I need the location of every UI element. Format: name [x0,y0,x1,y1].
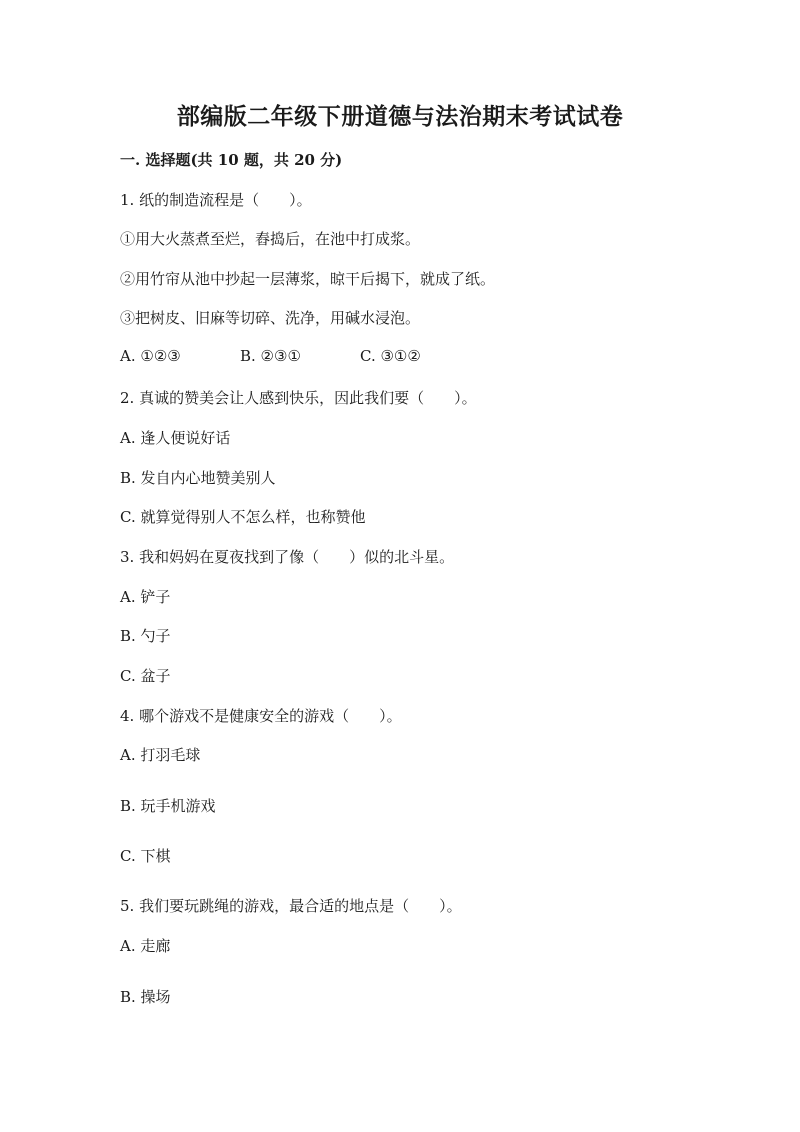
question-3-option-b: B. 勺子 [120,627,171,645]
exam-title: 部编版二年级下册道德与法治期末考试试卷 [176,103,624,130]
question-4-option-a: A. 打羽毛球 [120,746,201,764]
question-1-line-1: ①用大火蒸煮至烂，舂捣后，在池中打成浆。 [120,230,421,248]
question-1-line-2: ②用竹帘从池中抄起一层薄浆，晾干后揭下，就成了纸。 [120,270,496,288]
question-4-stem: 4. 哪个游戏不是健康安全的游戏（ ）。 [120,707,402,725]
question-3-option-a: A. 铲子 [120,588,171,606]
question-1-option-b: B. ②③① [240,347,301,365]
question-4-option-c: C. 下棋 [120,847,171,865]
question-1-stem: 1. 纸的制造流程是（ ）。 [120,191,312,209]
section-heading: 一. 选择题(共 10 题，共 20 分) [120,151,343,169]
question-1-option-c: C. ③①② [360,347,421,365]
question-2-option-b: B. 发自内心地赞美别人 [120,469,276,487]
question-1-option-a: A. ①②③ [120,347,181,365]
question-2-stem: 2. 真诚的赞美会让人感到快乐，因此我们要（ ）。 [120,389,477,407]
question-5-option-b: B. 操场 [120,988,171,1006]
question-1-line-3: ③把树皮、旧麻等切碎、洗净，用碱水浸泡。 [120,309,421,327]
question-5-option-a: A. 走廊 [120,937,171,955]
question-3-stem: 3. 我和妈妈在夏夜找到了像（ ）似的北斗星。 [120,548,455,566]
question-3-option-c: C. 盆子 [120,667,171,685]
question-5-stem: 5. 我们要玩跳绳的游戏，最合适的地点是（ ）。 [120,897,462,915]
question-4-option-b: B. 玩手机游戏 [120,797,216,815]
question-2-option-a: A. 逢人便说好话 [120,429,231,447]
question-1-options [120,347,421,365]
question-2-option-c: C. 就算觉得别人不怎么样，也称赞他 [120,508,366,526]
